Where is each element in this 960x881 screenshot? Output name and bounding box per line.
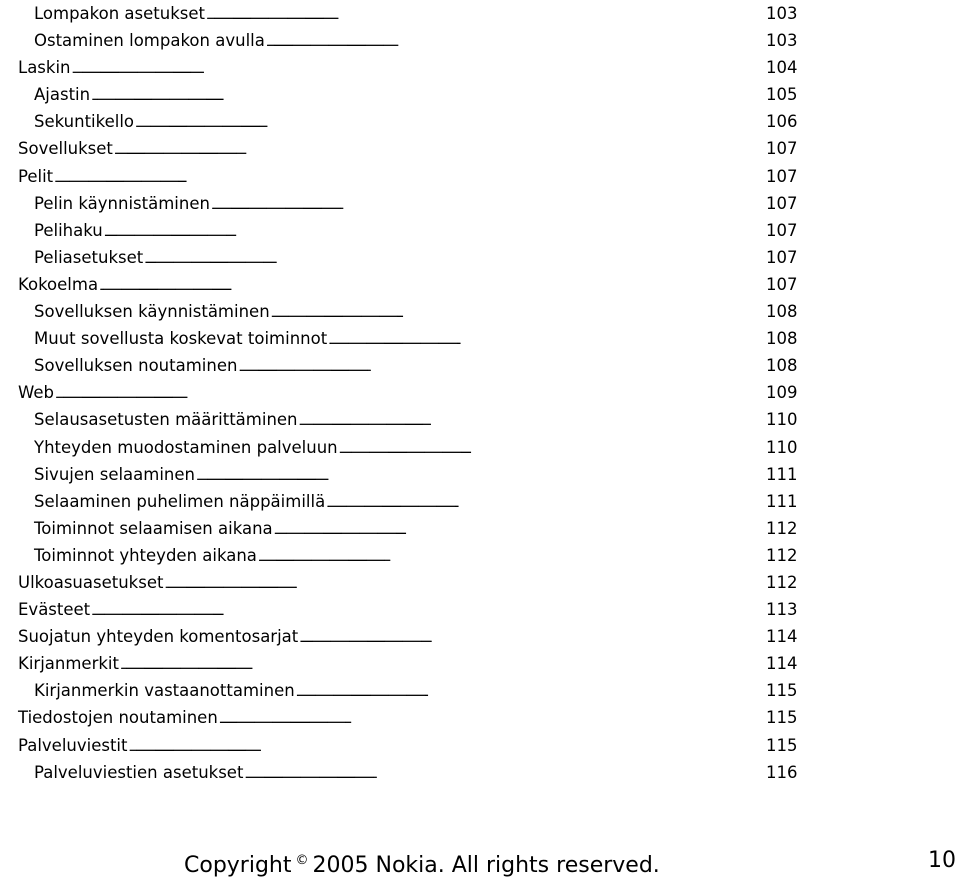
toc-entry-page-number: 115: [766, 681, 798, 701]
toc-entry-title: Ostaminen lompakon avulla: [34, 31, 265, 51]
toc-entry-page-number: 108: [766, 356, 798, 376]
dot-leader: [144, 246, 754, 273]
toc-entry-page-number: 107: [766, 166, 798, 186]
toc-entry-title: Laskin: [18, 58, 71, 78]
dot-leader: [104, 219, 754, 246]
toc-entry[interactable]: [18, 542, 800, 569]
toc-entry[interactable]: [18, 325, 800, 352]
toc-entry-title: Sovelluksen noutaminen: [34, 356, 238, 376]
toc-entry-page-number: 107: [766, 139, 798, 159]
dot-leader: [164, 571, 754, 598]
toc-entry[interactable]: [18, 569, 800, 596]
toc-entry-page-number: 109: [766, 383, 798, 403]
toc-entry[interactable]: [18, 0, 800, 27]
toc-entry-page-number: 112: [766, 518, 798, 538]
toc-entry[interactable]: [18, 704, 800, 731]
toc-entry[interactable]: [18, 190, 800, 217]
toc-entry[interactable]: [18, 217, 800, 244]
toc-entry-page-number: 115: [766, 708, 798, 728]
toc-entry-title: Palveluviestien asetukset: [34, 762, 244, 782]
toc-entry[interactable]: [18, 298, 800, 325]
toc-entry[interactable]: [18, 759, 800, 786]
toc-entry-page-number: 107: [766, 220, 798, 240]
dot-leader: [274, 517, 754, 544]
toc-entry-title: Ulkoasuasetukset: [18, 572, 164, 592]
dot-leader: [55, 381, 754, 408]
toc-entry[interactable]: [18, 81, 800, 108]
toc-entry[interactable]: [18, 677, 800, 704]
toc-entry-title: Yhteyden muodostaminen palveluun: [34, 437, 338, 457]
toc-entry-title: Muut sovellusta koskevat toiminnot: [34, 329, 328, 349]
toc-entry-page-number: 111: [766, 464, 798, 484]
dot-leader: [206, 2, 754, 29]
dot-leader: [114, 137, 754, 164]
dot-leader: [99, 273, 754, 300]
toc-entry-title: Toiminnot yhteyden aikana: [34, 545, 257, 565]
toc-entry-title: Kirjanmerkit: [18, 654, 119, 674]
toc-entry-title: Toiminnot selaamisen aikana: [34, 518, 273, 538]
page-number: 10: [928, 848, 956, 873]
toc-entry[interactable]: [18, 244, 800, 271]
toc-entry-page-number: 116: [766, 762, 798, 782]
toc-entry[interactable]: [18, 488, 800, 515]
toc-entry-page-number: 110: [766, 437, 798, 457]
toc-entry[interactable]: [18, 352, 800, 379]
dot-leader: [296, 679, 754, 706]
toc-entry-title: Palveluviestit: [18, 735, 128, 755]
dot-leader: [244, 761, 754, 788]
toc-entry[interactable]: [18, 163, 800, 190]
toc-entry-page-number: 110: [766, 410, 798, 430]
toc-entry-title: Ajastin: [34, 85, 91, 105]
toc-entry-title: Lompakon asetukset: [34, 4, 205, 23]
toc-entry-title: Selausasetusten määrittäminen: [34, 410, 298, 430]
toc-entry-title: Pelit: [18, 166, 54, 186]
toc-entry[interactable]: [18, 54, 800, 81]
toc-entry[interactable]: [18, 379, 800, 406]
toc-entry[interactable]: [18, 461, 800, 488]
toc-entry-page-number: 108: [766, 329, 798, 349]
dot-leader: [91, 598, 754, 625]
dot-leader: [299, 625, 754, 652]
dot-leader: [258, 544, 754, 571]
toc-entry[interactable]: [18, 27, 800, 54]
dot-leader: [238, 354, 754, 381]
toc-entry-title: Pelin käynnistäminen: [34, 193, 210, 213]
dot-leader: [128, 734, 754, 761]
toc-entry-page-number: 103: [766, 31, 798, 51]
dot-leader: [196, 463, 754, 490]
dot-leader: [328, 327, 754, 354]
toc-entry-page-number: 106: [766, 112, 798, 132]
toc-entry-title: Peliasetukset: [34, 247, 144, 267]
dot-leader: [219, 706, 754, 733]
toc-entry-page-number: 114: [766, 654, 798, 674]
toc-entry[interactable]: [18, 732, 800, 759]
toc-entry-title: Sovelluksen käynnistäminen: [34, 302, 270, 322]
toc-entry[interactable]: [18, 515, 800, 542]
copyright-text: 2005 Nokia. All rights reserved.: [312, 853, 660, 878]
toc-entry-title: Web: [18, 383, 54, 403]
toc-entry-page-number: 105: [766, 85, 798, 105]
dot-leader: [54, 165, 754, 192]
dot-leader: [135, 110, 754, 137]
toc-entry-page-number: 104: [766, 58, 798, 78]
toc-entry[interactable]: [18, 135, 800, 162]
toc-entry-title: Evästeet: [18, 600, 91, 620]
toc-entry-title: Pelihaku: [34, 220, 103, 240]
toc-entry-title: Suojatun yhteyden komentosarjat: [18, 627, 299, 647]
toc-entry-title: Sovellukset: [18, 139, 113, 159]
toc-entry[interactable]: [18, 406, 800, 433]
dot-leader: [266, 29, 754, 56]
toc-entry-page-number: 115: [766, 735, 798, 755]
copyright-prefix: Copyright: [184, 853, 292, 878]
dot-leader: [339, 436, 754, 463]
toc-entry-title: Kirjanmerkin vastaanottaminen: [34, 681, 295, 701]
toc-entry-title: Kokoelma: [18, 274, 99, 294]
toc-entry-page-number: 103: [766, 4, 798, 23]
toc-entry[interactable]: [18, 596, 800, 623]
toc-entry[interactable]: [18, 434, 800, 461]
table-of-contents: [18, 0, 800, 786]
toc-entry[interactable]: [18, 623, 800, 650]
toc-entry-title: Sivujen selaaminen: [34, 464, 195, 484]
copyright-notice: [184, 846, 660, 881]
toc-entry[interactable]: [18, 650, 800, 677]
copyright-symbol: ©: [295, 853, 309, 868]
dot-leader: [211, 192, 754, 219]
toc-entry-page-number: 107: [766, 193, 798, 213]
toc-entry-page-number: 112: [766, 572, 798, 592]
toc-entry[interactable]: [18, 108, 800, 135]
toc-entry-page-number: 112: [766, 545, 798, 565]
toc-entry-page-number: 108: [766, 302, 798, 322]
toc-entry-title: Selaaminen puhelimen näppäimillä: [34, 491, 326, 511]
dot-leader: [120, 652, 754, 679]
toc-entry-title: Sekuntikello: [34, 112, 135, 132]
toc-entry-title: Tiedostojen noutaminen: [18, 708, 218, 728]
toc-entry-page-number: 114: [766, 627, 798, 647]
toc-list: [18, 0, 800, 786]
toc-entry-page-number: 111: [766, 491, 798, 511]
toc-entry[interactable]: [18, 271, 800, 298]
toc-entry-page-number: 113: [766, 600, 798, 620]
dot-leader: [91, 83, 754, 110]
dot-leader: [299, 408, 754, 435]
toc-entry-page-number: 107: [766, 274, 798, 294]
toc-entry-page-number: 107: [766, 247, 798, 267]
dot-leader: [326, 490, 754, 517]
dot-leader: [271, 300, 754, 327]
dot-leader: [72, 56, 755, 83]
